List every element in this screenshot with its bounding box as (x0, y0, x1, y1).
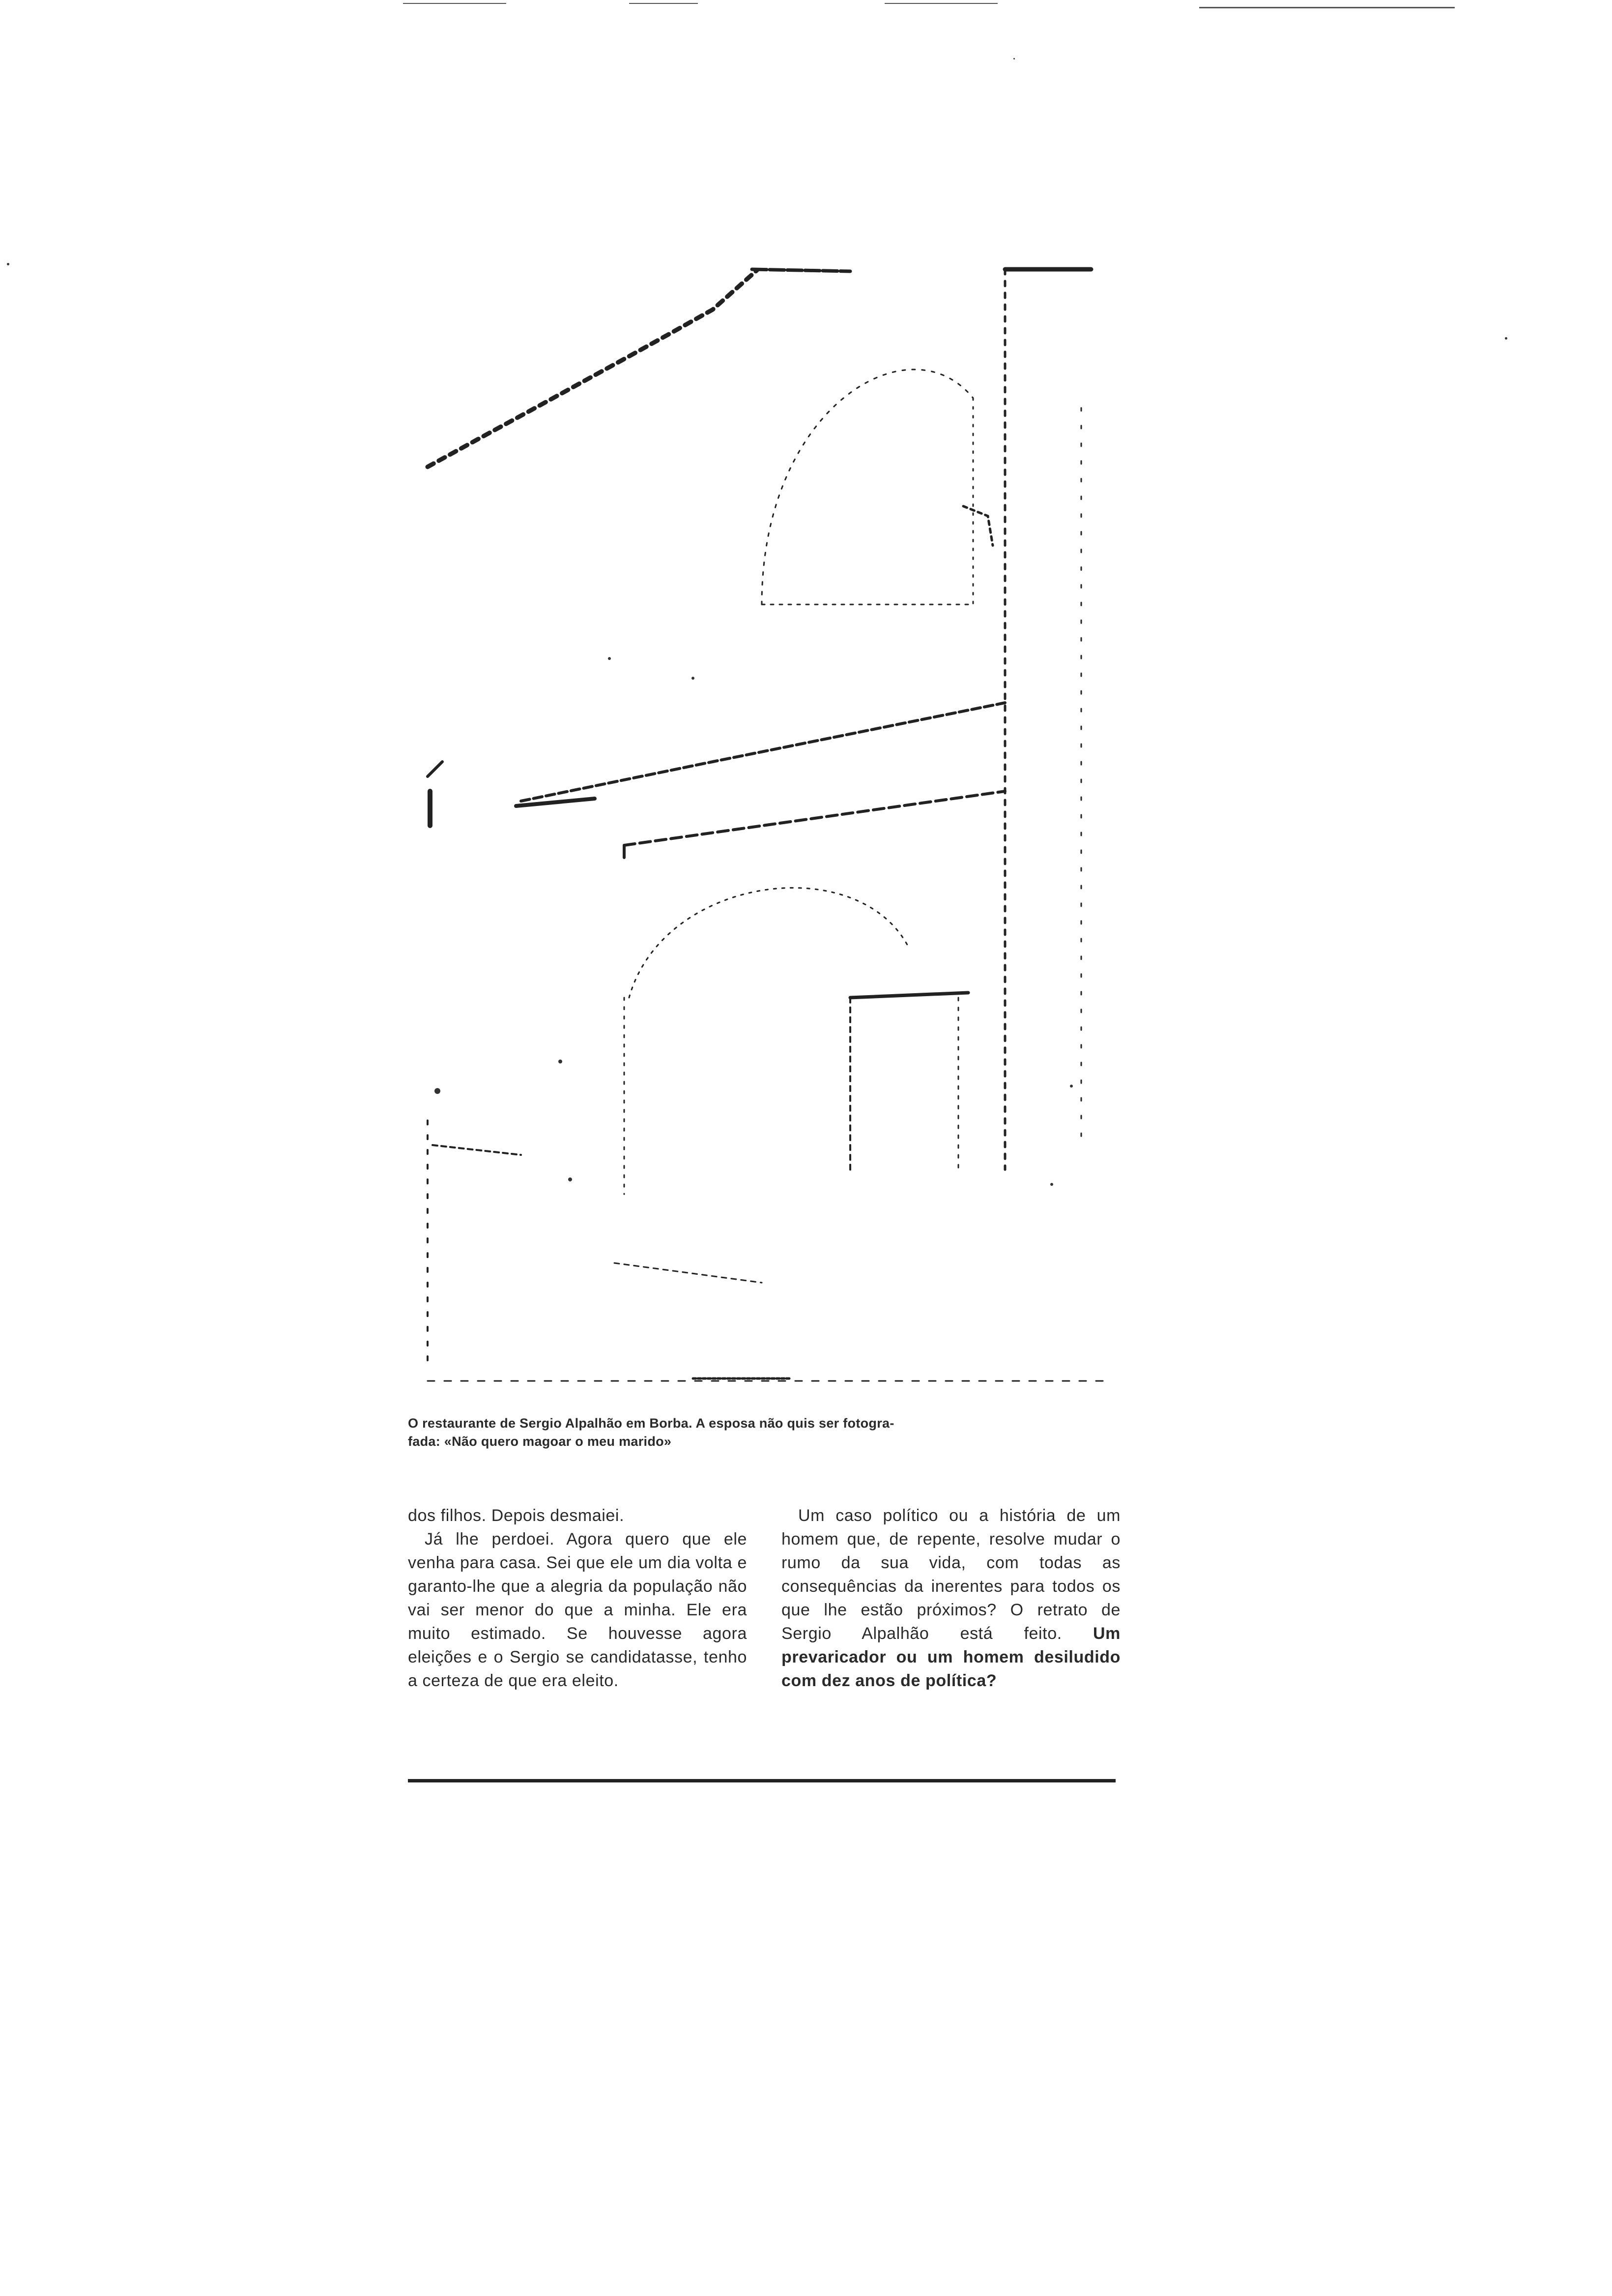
scan-speck (1505, 337, 1507, 340)
right-paragraph-text: Um caso político ou a história de um homem que, de repente, resolve mudar o rumo da sua vida, com todas as consequências da inerentes para todos os que lhe estão próximos? O retrato de Sergio Alpalhão está feito. (781, 1506, 1121, 1643)
caption-line-2: fada: «Não quero magoar o meu marido» (408, 1434, 672, 1449)
photo-caption (408, 1414, 1121, 1451)
scan-artifact-line (629, 3, 698, 4)
scan-speck (7, 263, 9, 265)
article-end-rule (408, 1779, 1116, 1782)
right-paragraph (781, 1504, 1121, 1693)
left-paragraph-1: dos filhos. Depois desmaiei. (408, 1506, 625, 1525)
article-left-column (408, 1504, 747, 1693)
scan-artifact-line (885, 3, 998, 4)
scan-artifact-line (403, 3, 506, 4)
caption-line-1: O restaurante de Sergio Alpalhão em Borba. A esposa não quis ser fotogra- (408, 1416, 894, 1431)
article-right-column (781, 1504, 1121, 1693)
left-paragraph-2: Já lhe perdoei. Agora quero que ele venha para casa. Sei que ele um dia volta e garanto-lhe que a alegria da população não vai ser menor do que a minha. Ele era muito estimado. Se houvesse agora eleições e o Sergio se candidatasse, tenho a certeza de que era eleito. (408, 1530, 747, 1690)
scan-speck (1013, 58, 1015, 59)
scan-artifact-line (1199, 7, 1455, 8)
restaurant-photo-drawing (418, 260, 1116, 1391)
restaurant-photo (418, 260, 1116, 1391)
right-paragraph-bold: Um prevaricador ou um homem desiludido com dez anos de política? (781, 1624, 1121, 1690)
article-columns (408, 1504, 1121, 1693)
